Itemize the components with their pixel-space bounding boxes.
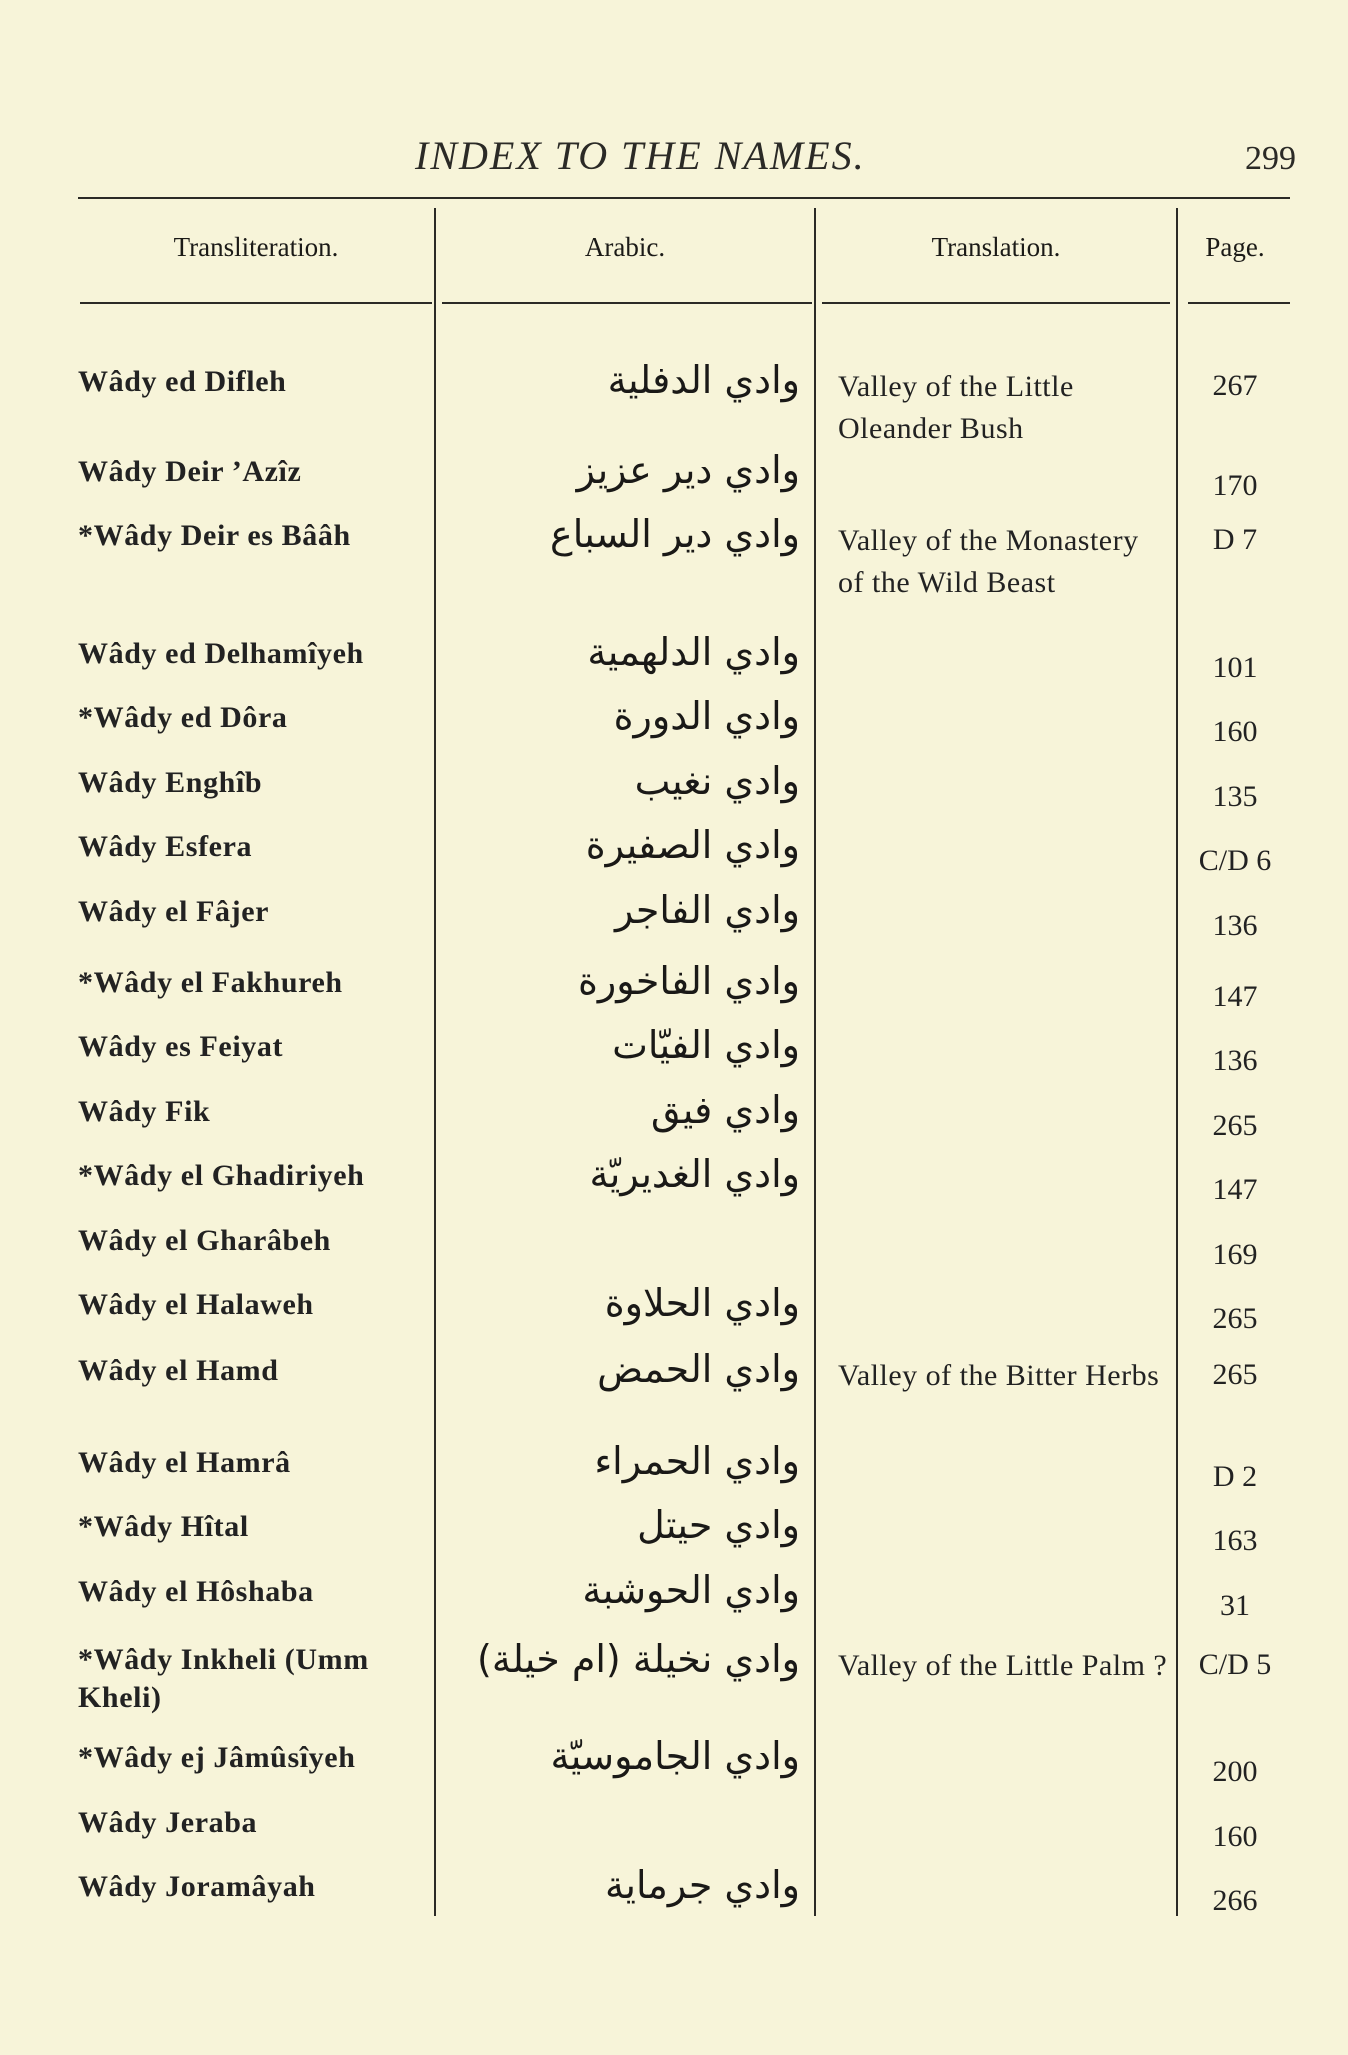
running-title: INDEX TO THE NAMES. (415, 133, 866, 178)
arabic-cell: وادي الفيّات (612, 1023, 800, 1067)
page-cell: 170 (1212, 469, 1258, 502)
transliteration-cell: *Wâdy Deir es Bââh (78, 519, 351, 552)
page-cell: 147 (1212, 1173, 1258, 1206)
transliteration-cell: *Wâdy el Fakhureh (78, 966, 343, 999)
arabic-cell: وادي فيق (651, 1088, 800, 1132)
transliteration-cell: Wâdy el Halaweh (78, 1288, 314, 1321)
header-rule (442, 302, 812, 304)
arabic-cell: وادي الحمراء (594, 1439, 800, 1483)
column-divider (1176, 208, 1178, 1916)
transliteration-cell: Wâdy ed Difleh (78, 365, 287, 398)
translation-cell: Valley of the Little Oleander Bush (838, 370, 1074, 445)
transliteration-cell: *Wâdy ed Dôra (78, 701, 288, 734)
page-cell: 136 (1212, 909, 1258, 942)
arabic-cell: وادي جرماية (605, 1863, 800, 1907)
page-number: 299 (1245, 140, 1296, 177)
header-rule (1188, 302, 1290, 304)
arabic-cell: وادي الصفيرة (585, 823, 800, 867)
column-divider (814, 208, 816, 1916)
transliteration-cell: Wâdy Joramâyah (78, 1870, 316, 1903)
arabic-cell: وادي الغديريّة (589, 1152, 800, 1196)
page-cell: 265 (1212, 1358, 1258, 1391)
transliteration-cell: Wâdy Esfera (78, 830, 253, 863)
transliteration-cell: *Wâdy Hîtal (78, 1510, 249, 1543)
transliteration-cell: Wâdy ed Delhamîyeh (78, 637, 364, 670)
page-cell: D 2 (1212, 1460, 1258, 1493)
page-cell: 136 (1212, 1044, 1258, 1077)
page-cell: 135 (1212, 780, 1258, 813)
transliteration-cell: Wâdy Deir ’Azîz (78, 455, 302, 488)
page-cell: 267 (1212, 369, 1258, 402)
arabic-cell: وادي الفاخورة (578, 959, 800, 1003)
page-cell: 265 (1212, 1302, 1258, 1335)
page-cell: 147 (1212, 980, 1258, 1013)
transliteration-cell: Wâdy el Hamrâ (78, 1446, 291, 1479)
page-cell: 160 (1212, 715, 1258, 748)
page-cell: 266 (1212, 1884, 1258, 1917)
arabic-cell: وادي نغيب (634, 759, 800, 803)
page-cell: D 7 (1212, 523, 1258, 556)
page-cell: 163 (1212, 1524, 1258, 1557)
arabic-cell: وادي الحمض (597, 1347, 800, 1391)
arabic-cell: وادي الدفلية (607, 358, 800, 402)
page-cell: C/D 5 (1198, 1648, 1272, 1681)
page-cell: 200 (1212, 1755, 1258, 1788)
column-header-page: Page. (1205, 232, 1265, 262)
transliteration-cell: Wâdy el Fâjer (78, 895, 270, 928)
transliteration-cell: *Wâdy el Ghadiriyeh (78, 1159, 365, 1192)
translation-cell: Valley of the Bitter Herbs (838, 1359, 1160, 1392)
column-header-transliteration: Transliteration. (173, 232, 339, 262)
page-cell: 31 (1220, 1589, 1250, 1622)
arabic-cell: وادي نخيلة (ام خيلة) (477, 1637, 800, 1681)
transliteration-cell: Wâdy el Gharâbeh (78, 1224, 331, 1257)
transliteration-cell: Wâdy Enghîb (78, 766, 263, 799)
column-divider (434, 208, 436, 1916)
arabic-cell: وادي الدورة (613, 694, 800, 738)
transliteration-cell: Wâdy el Hamd (78, 1354, 279, 1387)
transliteration-cell: *Wâdy Inkheli (Umm Kheli) (78, 1643, 369, 1714)
header-rule (80, 302, 432, 304)
arabic-cell: وادي دير عزيز (576, 448, 800, 492)
page-cell: C/D 6 (1198, 844, 1272, 877)
top-rule (78, 197, 1290, 199)
transliteration-cell: Wâdy es Feiyat (78, 1030, 284, 1063)
transliteration-cell: Wâdy el Hôshaba (78, 1575, 314, 1608)
arabic-cell: وادي الجاموسيّة (550, 1734, 800, 1778)
page-header (0, 128, 1348, 188)
arabic-cell: وادي الدلهمية (587, 630, 800, 674)
transliteration-cell: *Wâdy ej Jâmûsîyeh (78, 1741, 356, 1774)
arabic-cell: وادي حيتل (637, 1503, 800, 1547)
arabic-cell: وادي الفاجر (614, 888, 800, 932)
translation-cell: Valley of the Little Palm ? (838, 1649, 1168, 1682)
page-cell: 169 (1212, 1238, 1258, 1271)
page-cell: 101 (1212, 651, 1258, 684)
page-cell: 265 (1212, 1109, 1258, 1142)
page-cell: 160 (1212, 1820, 1258, 1853)
arabic-cell: وادي دير السباع (550, 512, 800, 556)
column-header-translation: Translation. (931, 232, 1061, 262)
translation-cell: Valley of the Monastery of the Wild Beast (838, 524, 1139, 599)
arabic-cell: وادي الحوشبة (582, 1568, 800, 1612)
column-header-arabic: Arabic. (584, 232, 666, 262)
header-rule (822, 302, 1170, 304)
transliteration-cell: Wâdy Jeraba (78, 1806, 258, 1839)
transliteration-cell: Wâdy Fik (78, 1095, 211, 1128)
arabic-cell: وادي الحلاوة (604, 1281, 800, 1325)
